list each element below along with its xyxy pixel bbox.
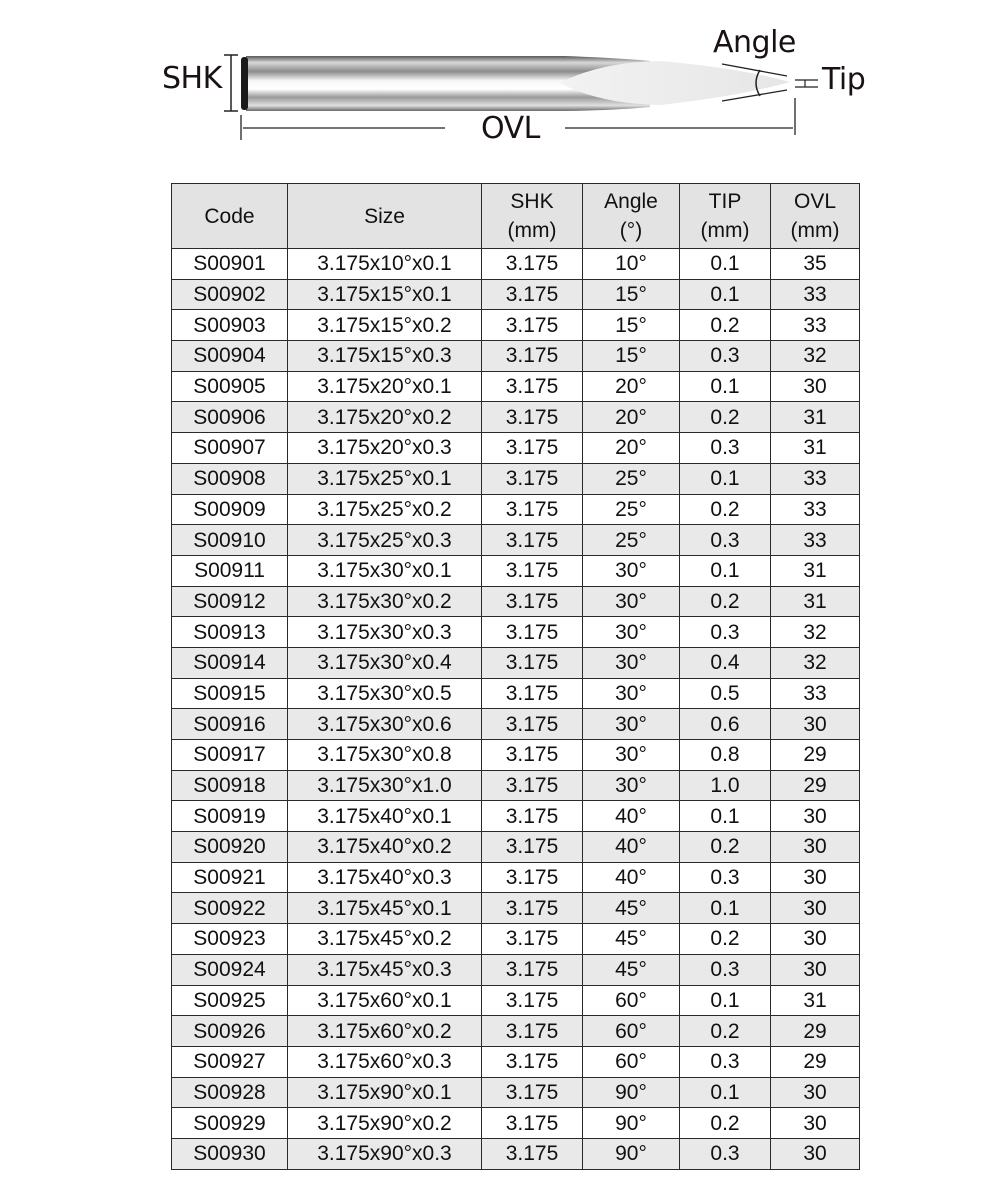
- table-row: [172, 555, 860, 586]
- header-angle: [583, 184, 680, 249]
- cell-tip: 0.3: [680, 525, 771, 556]
- cell-angle: 90°: [583, 1138, 680, 1169]
- table-row: [172, 310, 860, 341]
- cell-tip: 0.5: [680, 678, 771, 709]
- cell-ovl: 31: [771, 555, 860, 586]
- cell-angle: 25°: [583, 494, 680, 525]
- table-row: [172, 709, 860, 740]
- cell-size: 3.175x15°x0.1: [288, 279, 482, 310]
- cell-code: S00914: [172, 647, 288, 678]
- cell-ovl: 33: [771, 678, 860, 709]
- header-code-label: Code: [204, 204, 255, 228]
- cell-shk: 3.175: [482, 586, 583, 617]
- cell-shk: 3.175: [482, 402, 583, 433]
- specification-table: [171, 183, 860, 1170]
- cell-angle: 45°: [583, 924, 680, 955]
- table-row: [172, 1108, 860, 1139]
- cell-angle: 30°: [583, 617, 680, 648]
- table-row: [172, 1138, 860, 1169]
- cell-ovl: 30: [771, 1108, 860, 1139]
- cell-ovl: 30: [771, 1138, 860, 1169]
- cell-shk: 3.175: [482, 525, 583, 556]
- cell-ovl: 32: [771, 647, 860, 678]
- cell-tip: 0.8: [680, 740, 771, 771]
- table-row: [172, 371, 860, 402]
- cell-ovl: 30: [771, 924, 860, 955]
- cell-angle: 15°: [583, 341, 680, 372]
- cell-code: S00901: [172, 249, 288, 280]
- cell-shk: 3.175: [482, 433, 583, 464]
- cell-size: 3.175x25°x0.1: [288, 463, 482, 494]
- shank-label: SHK: [162, 61, 222, 96]
- cell-ovl: 35: [771, 249, 860, 280]
- cell-angle: 10°: [583, 249, 680, 280]
- cell-size: 3.175x40°x0.3: [288, 862, 482, 893]
- cell-ovl: 31: [771, 985, 860, 1016]
- cell-tip: 0.3: [680, 862, 771, 893]
- cell-code: S00906: [172, 402, 288, 433]
- header-size-label: Size: [364, 204, 405, 228]
- table-row: [172, 924, 860, 955]
- cell-shk: 3.175: [482, 617, 583, 648]
- cell-size: 3.175x60°x0.2: [288, 1016, 482, 1047]
- table-header-row: [172, 184, 860, 249]
- cell-size: 3.175x25°x0.3: [288, 525, 482, 556]
- cell-angle: 40°: [583, 801, 680, 832]
- cell-tip: 0.2: [680, 1108, 771, 1139]
- table-row: [172, 801, 860, 832]
- cell-size: 3.175x20°x0.3: [288, 433, 482, 464]
- cell-size: 3.175x30°x0.5: [288, 678, 482, 709]
- engraving-bit-diagram: [0, 0, 1000, 170]
- cell-tip: 0.1: [680, 1077, 771, 1108]
- cell-shk: 3.175: [482, 647, 583, 678]
- cell-shk: 3.175: [482, 832, 583, 863]
- header-shk-label: SHK: [510, 190, 554, 213]
- cell-angle: 15°: [583, 279, 680, 310]
- table-row: [172, 586, 860, 617]
- cell-tip: 1.0: [680, 770, 771, 801]
- cell-code: S00915: [172, 678, 288, 709]
- table-row: [172, 740, 860, 771]
- cell-ovl: 33: [771, 310, 860, 341]
- cell-shk: 3.175: [482, 954, 583, 985]
- cell-shk: 3.175: [482, 1046, 583, 1077]
- header-angle-unit: (°): [619, 219, 643, 242]
- table-row: [172, 1077, 860, 1108]
- cell-ovl: 31: [771, 433, 860, 464]
- cell-angle: 60°: [583, 1046, 680, 1077]
- table-row: [172, 463, 860, 494]
- cell-shk: 3.175: [482, 893, 583, 924]
- header-ovl-unit: (mm): [790, 219, 840, 242]
- table-row: [172, 862, 860, 893]
- cell-angle: 40°: [583, 832, 680, 863]
- cell-size: 3.175x45°x0.1: [288, 893, 482, 924]
- cell-shk: 3.175: [482, 985, 583, 1016]
- cell-code: S00919: [172, 801, 288, 832]
- cell-tip: 0.2: [680, 586, 771, 617]
- header-code: [172, 184, 288, 249]
- cell-angle: 60°: [583, 1016, 680, 1047]
- cell-code: S00911: [172, 555, 288, 586]
- cell-angle: 20°: [583, 371, 680, 402]
- cell-code: S00920: [172, 832, 288, 863]
- cell-tip: 0.1: [680, 463, 771, 494]
- cell-ovl: 32: [771, 341, 860, 372]
- cell-shk: 3.175: [482, 1138, 583, 1169]
- cell-size: 3.175x30°x1.0: [288, 770, 482, 801]
- cell-tip: 0.4: [680, 647, 771, 678]
- table-row: [172, 1016, 860, 1047]
- cell-size: 3.175x30°x0.4: [288, 647, 482, 678]
- cell-angle: 40°: [583, 862, 680, 893]
- header-size: [288, 184, 482, 249]
- cell-code: S00910: [172, 525, 288, 556]
- table-row: [172, 985, 860, 1016]
- header-shk-unit: (mm): [507, 219, 557, 242]
- table-row: [172, 954, 860, 985]
- cell-tip: 0.1: [680, 893, 771, 924]
- cell-code: S00918: [172, 770, 288, 801]
- cell-size: 3.175x90°x0.3: [288, 1138, 482, 1169]
- cell-tip: 0.1: [680, 801, 771, 832]
- cell-code: S00917: [172, 740, 288, 771]
- cell-code: S00928: [172, 1077, 288, 1108]
- cell-size: 3.175x45°x0.3: [288, 954, 482, 985]
- header-ovl-label: OVL: [793, 190, 837, 213]
- table-row: [172, 433, 860, 464]
- table-row: [172, 617, 860, 648]
- cell-ovl: 30: [771, 1077, 860, 1108]
- cell-code: S00902: [172, 279, 288, 310]
- cell-ovl: 29: [771, 1046, 860, 1077]
- cell-shk: 3.175: [482, 1108, 583, 1139]
- cell-code: S00912: [172, 586, 288, 617]
- cell-size: 3.175x30°x0.6: [288, 709, 482, 740]
- cell-size: 3.175x15°x0.3: [288, 341, 482, 372]
- cell-tip: 0.3: [680, 433, 771, 464]
- cell-shk: 3.175: [482, 924, 583, 955]
- cell-ovl: 30: [771, 862, 860, 893]
- cell-code: S00929: [172, 1108, 288, 1139]
- cell-ovl: 31: [771, 586, 860, 617]
- cell-ovl: 31: [771, 402, 860, 433]
- cell-code: S00907: [172, 433, 288, 464]
- cell-code: S00930: [172, 1138, 288, 1169]
- table-row: [172, 341, 860, 372]
- cell-tip: 0.2: [680, 310, 771, 341]
- ovl-label: OVL: [481, 111, 540, 146]
- cell-size: 3.175x40°x0.1: [288, 801, 482, 832]
- header-shk: [482, 184, 583, 249]
- cell-shk: 3.175: [482, 1016, 583, 1047]
- table-row: [172, 249, 860, 280]
- table-row: [172, 832, 860, 863]
- cell-code: S00923: [172, 924, 288, 955]
- cell-shk: 3.175: [482, 862, 583, 893]
- header-angle-label: Angle: [604, 190, 658, 213]
- cell-angle: 90°: [583, 1108, 680, 1139]
- cell-code: S00927: [172, 1046, 288, 1077]
- table-row: [172, 494, 860, 525]
- cell-angle: 45°: [583, 893, 680, 924]
- cell-angle: 30°: [583, 770, 680, 801]
- cell-tip: 0.3: [680, 341, 771, 372]
- cell-code: S00922: [172, 893, 288, 924]
- cell-angle: 90°: [583, 1077, 680, 1108]
- cell-shk: 3.175: [482, 801, 583, 832]
- cell-shk: 3.175: [482, 279, 583, 310]
- cell-code: S00925: [172, 985, 288, 1016]
- cell-size: 3.175x45°x0.2: [288, 924, 482, 955]
- cell-shk: 3.175: [482, 310, 583, 341]
- cell-tip: 0.1: [680, 279, 771, 310]
- cell-ovl: 29: [771, 1016, 860, 1047]
- cell-tip: 0.3: [680, 954, 771, 985]
- cell-code: S00921: [172, 862, 288, 893]
- cell-tip: 0.1: [680, 371, 771, 402]
- cell-code: S00916: [172, 709, 288, 740]
- cell-shk: 3.175: [482, 341, 583, 372]
- header-ovl: [771, 184, 860, 249]
- tip-label: Tip: [822, 62, 866, 97]
- header-tip-unit: (mm): [700, 219, 750, 242]
- cell-ovl: 30: [771, 954, 860, 985]
- cell-shk: 3.175: [482, 709, 583, 740]
- cell-code: S00904: [172, 341, 288, 372]
- cell-ovl: 33: [771, 525, 860, 556]
- table-row: [172, 1046, 860, 1077]
- cell-shk: 3.175: [482, 249, 583, 280]
- cell-ovl: 30: [771, 893, 860, 924]
- cell-tip: 0.3: [680, 1138, 771, 1169]
- cell-size: 3.175x10°x0.1: [288, 249, 482, 280]
- cell-code: S00908: [172, 463, 288, 494]
- table-row: [172, 893, 860, 924]
- cell-code: S00924: [172, 954, 288, 985]
- cell-ovl: 33: [771, 463, 860, 494]
- cell-tip: 0.1: [680, 249, 771, 280]
- cell-size: 3.175x60°x0.1: [288, 985, 482, 1016]
- cell-ovl: 30: [771, 709, 860, 740]
- header-tip: [680, 184, 771, 249]
- cell-angle: 30°: [583, 647, 680, 678]
- cell-ovl: 29: [771, 770, 860, 801]
- cell-shk: 3.175: [482, 678, 583, 709]
- cell-shk: 3.175: [482, 463, 583, 494]
- cell-angle: 30°: [583, 678, 680, 709]
- cell-ovl: 29: [771, 740, 860, 771]
- cell-size: 3.175x60°x0.3: [288, 1046, 482, 1077]
- cell-tip: 0.1: [680, 555, 771, 586]
- cell-size: 3.175x30°x0.3: [288, 617, 482, 648]
- cell-ovl: 30: [771, 832, 860, 863]
- cell-shk: 3.175: [482, 1077, 583, 1108]
- cell-code: S00913: [172, 617, 288, 648]
- cell-shk: 3.175: [482, 371, 583, 402]
- cell-angle: 30°: [583, 709, 680, 740]
- cell-angle: 15°: [583, 310, 680, 341]
- cell-size: 3.175x20°x0.2: [288, 402, 482, 433]
- cell-ovl: 33: [771, 279, 860, 310]
- cell-tip: 0.2: [680, 494, 771, 525]
- cell-size: 3.175x15°x0.2: [288, 310, 482, 341]
- cell-code: S00903: [172, 310, 288, 341]
- cell-size: 3.175x30°x0.8: [288, 740, 482, 771]
- table-row: [172, 678, 860, 709]
- table-row: [172, 402, 860, 433]
- cell-shk: 3.175: [482, 494, 583, 525]
- cell-size: 3.175x30°x0.2: [288, 586, 482, 617]
- cell-ovl: 32: [771, 617, 860, 648]
- cell-code: S00905: [172, 371, 288, 402]
- cell-tip: 0.6: [680, 709, 771, 740]
- cell-angle: 45°: [583, 954, 680, 985]
- shank-dimension-marker: [224, 55, 238, 111]
- table-row: [172, 770, 860, 801]
- cell-size: 3.175x20°x0.1: [288, 371, 482, 402]
- cell-angle: 25°: [583, 463, 680, 494]
- cell-shk: 3.175: [482, 740, 583, 771]
- cell-tip: 0.3: [680, 617, 771, 648]
- cell-ovl: 30: [771, 371, 860, 402]
- cell-size: 3.175x90°x0.1: [288, 1077, 482, 1108]
- tip-dimension-marker: [795, 80, 818, 87]
- cell-ovl: 33: [771, 494, 860, 525]
- angle-label: Angle: [713, 25, 796, 60]
- cell-angle: 20°: [583, 402, 680, 433]
- cell-tip: 0.2: [680, 402, 771, 433]
- cell-shk: 3.175: [482, 770, 583, 801]
- cell-size: 3.175x25°x0.2: [288, 494, 482, 525]
- cell-size: 3.175x40°x0.2: [288, 832, 482, 863]
- cell-shk: 3.175: [482, 555, 583, 586]
- cell-tip: 0.1: [680, 985, 771, 1016]
- cell-size: 3.175x30°x0.1: [288, 555, 482, 586]
- cell-tip: 0.2: [680, 924, 771, 955]
- table-row: [172, 279, 860, 310]
- cell-ovl: 30: [771, 801, 860, 832]
- table-row: [172, 525, 860, 556]
- cell-angle: 60°: [583, 985, 680, 1016]
- table-body: [172, 249, 860, 1170]
- cell-angle: 30°: [583, 740, 680, 771]
- cell-code: S00909: [172, 494, 288, 525]
- cell-tip: 0.3: [680, 1046, 771, 1077]
- cell-tip: 0.2: [680, 832, 771, 863]
- cell-angle: 25°: [583, 525, 680, 556]
- cell-size: 3.175x90°x0.2: [288, 1108, 482, 1139]
- cell-angle: 30°: [583, 555, 680, 586]
- cell-tip: 0.2: [680, 1016, 771, 1047]
- header-tip-label: TIP: [708, 190, 742, 213]
- table-row: [172, 647, 860, 678]
- cell-angle: 30°: [583, 586, 680, 617]
- cell-code: S00926: [172, 1016, 288, 1047]
- cell-angle: 20°: [583, 433, 680, 464]
